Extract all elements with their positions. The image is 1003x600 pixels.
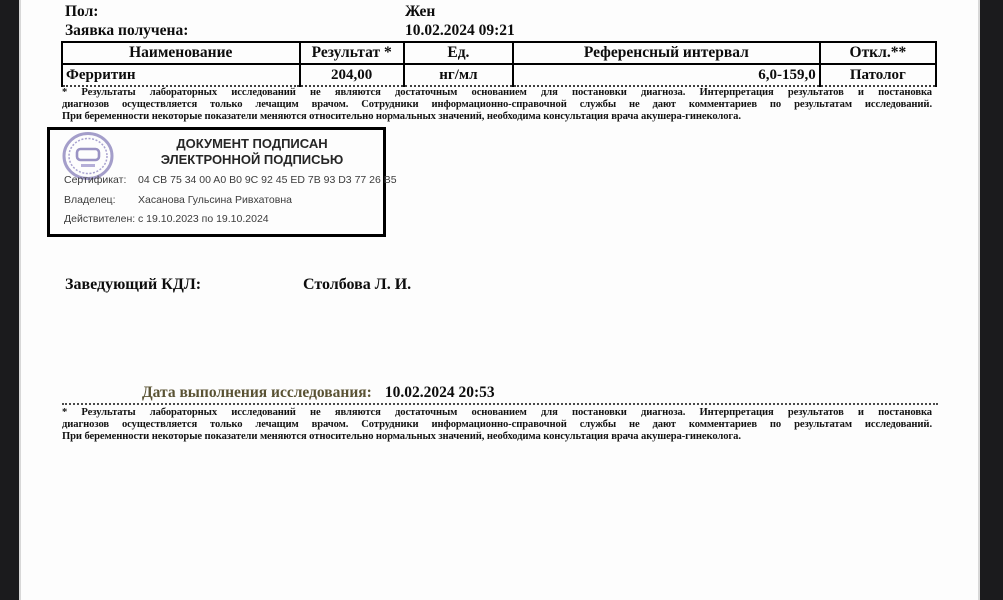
sex-value: Жен [405,3,436,20]
table-header-row [62,42,936,64]
disclaimer-bottom [62,407,932,444]
execution-date-label: Дата выполнения исследования: [142,384,372,401]
disclaimer-line: диагнозов осуществляется только лечащим врачом. Сотрудники информационно-справочной службы не дают комментариев по результатам исследований. [62,99,932,111]
signature-title-line1: ДОКУМЕНТ ПОДПИСАН [176,136,328,151]
valid-label: Действителен: [64,213,136,225]
signature-title-line2: ЭЛЕКТРОННОЙ ПОДПИСЬЮ [160,151,344,167]
owner-label: Владелец: [64,194,116,206]
results-table [61,41,937,87]
cell-result: 204,00 [300,64,404,86]
sex-label: Пол: [65,3,99,20]
signature-title [128,136,376,167]
disclaimer-top [62,87,932,124]
electronic-signature-stamp [47,127,397,237]
table-row [62,64,936,86]
cell-ref-interval: 6,0-159,0 [513,64,820,86]
col-header-ref-interval: Референсный интервал [513,42,820,64]
execution-date-value: 10.02.2024 20:53 [384,384,495,401]
right-black-margin [978,0,1003,600]
col-header-deviation: Откл.** [820,42,936,64]
disclaimer-line: При беременности некоторые показатели меняются относительно нормальных значений, необходима консультация врача акушера-гинеколога. [62,111,741,123]
disclaimer-line: * Результаты лабораторных исследований не являются достаточным основанием для постановки диагноза. Интерпретация результатов и постановка [62,407,932,418]
cell-analyte-name: Ферритин [62,64,300,86]
disclaimer-line: * Результаты лабораторных исследований не являются достаточным основанием для постановки диагноза. Интерпретация результатов и постановка [62,87,932,98]
valid-value: с 19.10.2023 по 19.10.2024 [138,213,269,225]
certificate-value: 04 CB 75 34 00 A0 B0 9C 92 45 ED 7B 93 D3 77 26 B5 [138,174,397,186]
disclaimer-line: При беременности некоторые показатели меняются относительно нормальных значений, необходима консультация врача акушера-гинеколога. [62,431,741,443]
col-header-name: Наименование [62,42,300,64]
left-black-margin [0,0,21,600]
execution-date-line [142,384,495,402]
certificate-label: Сертификат: [64,174,127,186]
request-received-label: Заявка получена: [65,22,189,39]
head-kdl-name: Столбова Л. И. [303,276,412,293]
request-received-value: 10.02.2024 09:21 [405,22,515,39]
col-header-unit: Ед. [404,42,513,64]
cell-unit: нг/мл [404,64,513,86]
disclaimer-line: диагнозов осуществляется только лечащим врачом. Сотрудники информационно-справочной службы не дают комментариев по результатам исследований. [62,419,932,431]
col-header-result: Результат * [300,42,404,64]
owner-value: Хасанова Гульсина Ривхатовна [138,194,292,206]
dotted-divider [62,403,938,405]
head-kdl-label: Заведующий КДЛ: [65,276,202,293]
cell-deviation: Патолог [820,64,936,86]
